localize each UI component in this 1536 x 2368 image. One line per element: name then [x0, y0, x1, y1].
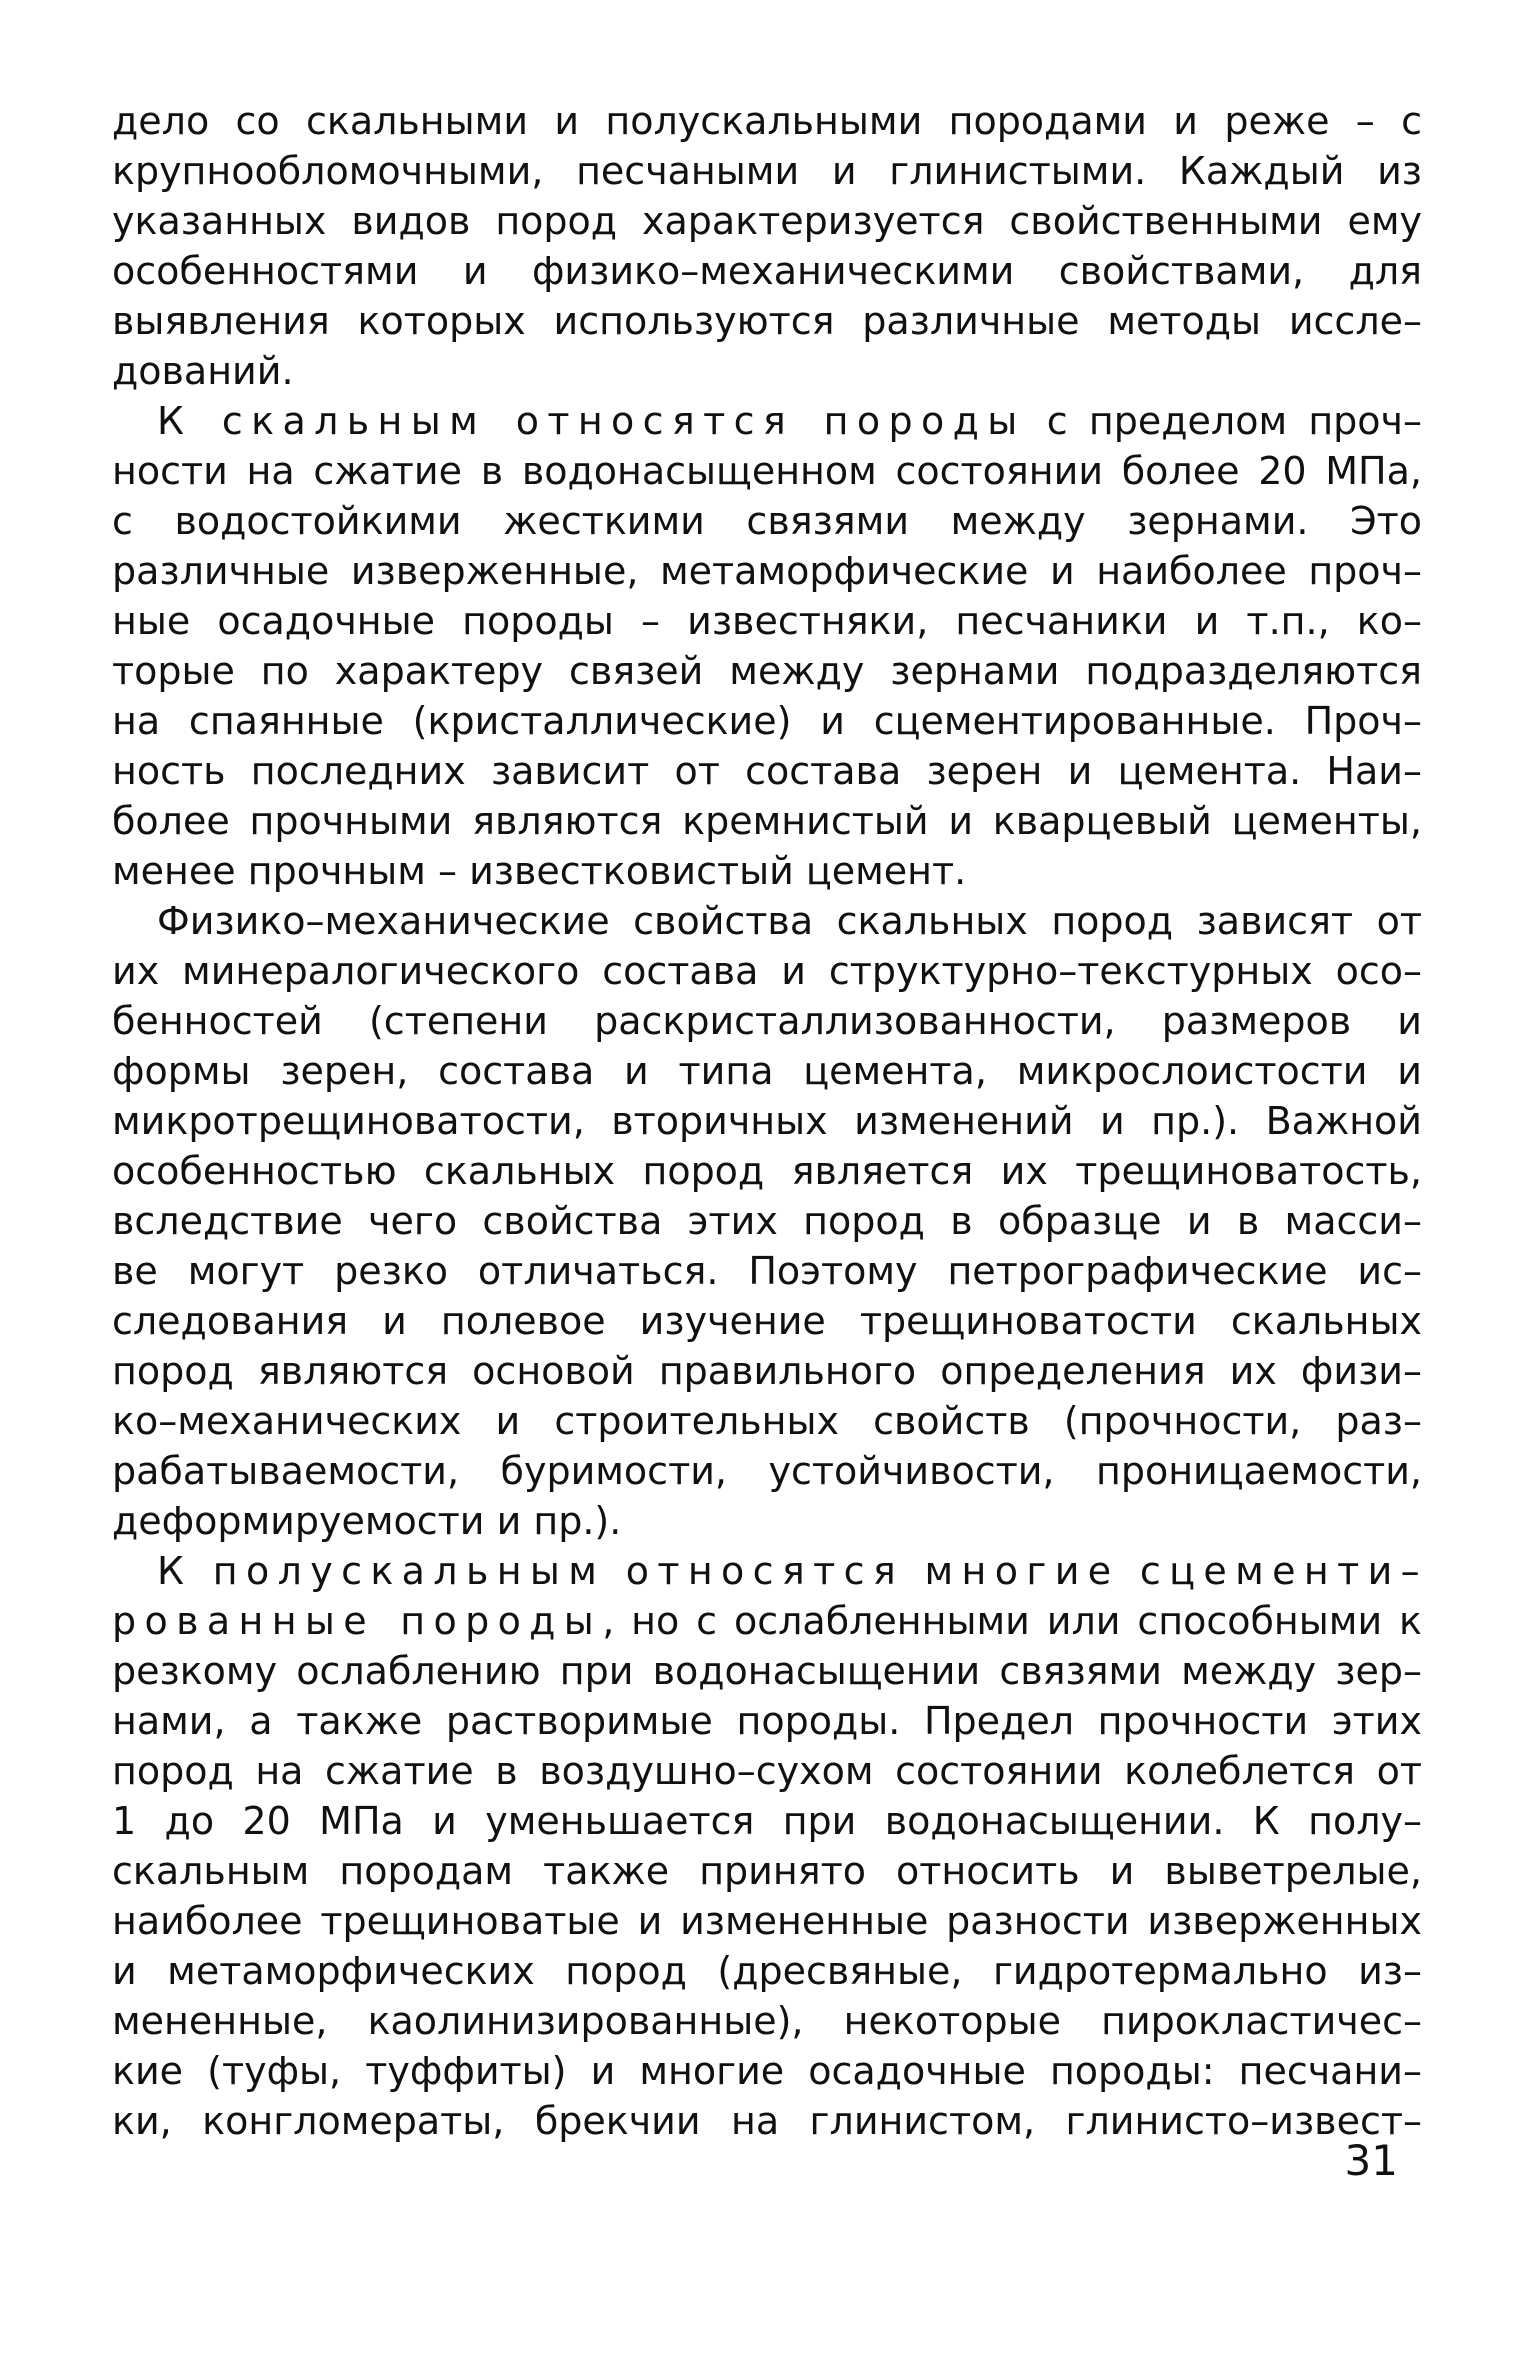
text-line: кие (туфы, туффиты) и многие осадочные породы: песчани– — [112, 2049, 1422, 2093]
text-line — [112, 396, 1422, 446]
text-line: формы зерен, состава и типа цемента, микрослоистости и — [112, 1049, 1422, 1093]
paragraph-2 — [112, 396, 1422, 896]
text-fragment: , но с ослабленными или способными к — [602, 1599, 1423, 1643]
text-line: с водостойкими жесткими связями между зернами. Это — [112, 499, 1422, 543]
text-line: особенностями и физико–механическими свойствами, для — [112, 249, 1422, 293]
text-line: Физико–механические свойства скальных пород зависят от — [157, 899, 1422, 943]
text-line: их минералогического состава и структурно–текстурных осо– — [112, 949, 1422, 993]
text-line: резкому ослаблению при водонасыщении связями между зер– — [112, 1649, 1422, 1693]
text-line: нами, а также растворимые породы. Предел прочности этих — [112, 1699, 1422, 1743]
text-line: вследствие чего свойства этих пород в образце и в масси– — [112, 1199, 1422, 1243]
text-line: бенностей (степени раскристаллизованности, размеров и — [112, 999, 1422, 1043]
text-line: более прочными являются кремнистый и кварцевый цементы, — [112, 799, 1422, 843]
text-line: деформируемости и пр.). — [112, 1499, 622, 1543]
text-line: различные изверженные, метаморфические и наиболее проч– — [112, 549, 1422, 593]
text-line: дований. — [112, 349, 294, 393]
text-line: скальным породам также принято относить и выветрелые, — [112, 1849, 1422, 1893]
text-line: торые по характеру связей между зернами подразделяются — [112, 649, 1422, 693]
paragraph-4 — [112, 1546, 1429, 2146]
page-number: 31 — [1344, 2136, 1398, 2185]
text-line — [112, 1596, 1422, 1646]
text-line: 1 до 20 МПа и уменьшается при водонасыщении. К полу– — [112, 1799, 1422, 1843]
text-line: особенностью скальных пород является их трещиноватость, — [112, 1149, 1422, 1193]
text-line: крупнообломочными, песчаными и глинистыми. Каждый из — [112, 149, 1422, 193]
page-text — [112, 96, 1429, 2146]
text-line: рабатываемости, буримости, устойчивости, проницаемости, — [112, 1449, 1422, 1493]
text-line: указанных видов пород характеризуется свойственными ему — [112, 199, 1422, 243]
text-line: пород на сжатие в воздушно–сухом состоянии колеблется от — [112, 1749, 1422, 1793]
text-line: выявления которых используются различные методы иссле– — [112, 299, 1422, 343]
text-line: ности на сжатие в водонасыщенном состоянии более 20 МПа, — [112, 449, 1422, 493]
text-line: ко–механических и строительных свойств (прочности, раз– — [112, 1399, 1422, 1443]
paragraph-1 — [112, 96, 1422, 396]
text-line: ве могут резко отличаться. Поэтому петрографические ис– — [112, 1249, 1422, 1293]
text-line: мененные, каолинизированные), некоторые пирокластичес– — [112, 1999, 1422, 2043]
text-fragment: с пределом проч– — [1025, 399, 1422, 443]
text-line: на спаянные (кристаллические) и сцементированные. Проч– — [112, 699, 1422, 743]
text-fragment: рованные породы — [112, 1599, 603, 1643]
text-line: ные осадочные породы – известняки, песчаники и т.п., ко– — [112, 599, 1422, 643]
paragraph-3 — [112, 896, 1422, 1546]
term-semi-rocky: К полускальным относятся многие сцементи– — [157, 1549, 1429, 1593]
term-rocky: К скальным относятся породы — [157, 399, 1026, 443]
text-line: наиболее трещиноватые и измененные разности изверженных — [112, 1899, 1422, 1943]
text-line: микротрещиноватости, вторичных изменений и пр.). Важной — [112, 1099, 1422, 1143]
text-line: менее прочным – известковистый цемент. — [112, 849, 967, 893]
text-line: пород являются основой правильного определения их физи– — [112, 1349, 1422, 1393]
text-line: и метаморфических пород (дресвяные, гидротермально из– — [112, 1949, 1422, 1993]
text-line: ность последних зависит от состава зерен и цемента. Наи– — [112, 749, 1422, 793]
text-line: дело со скальными и полускальными породами и реже – с — [112, 99, 1422, 143]
text-line: ки, конгломераты, брекчии на глинистом, глинисто–извест– — [112, 2099, 1422, 2143]
text-line: следования и полевое изучение трещиноватости скальных — [112, 1299, 1422, 1343]
